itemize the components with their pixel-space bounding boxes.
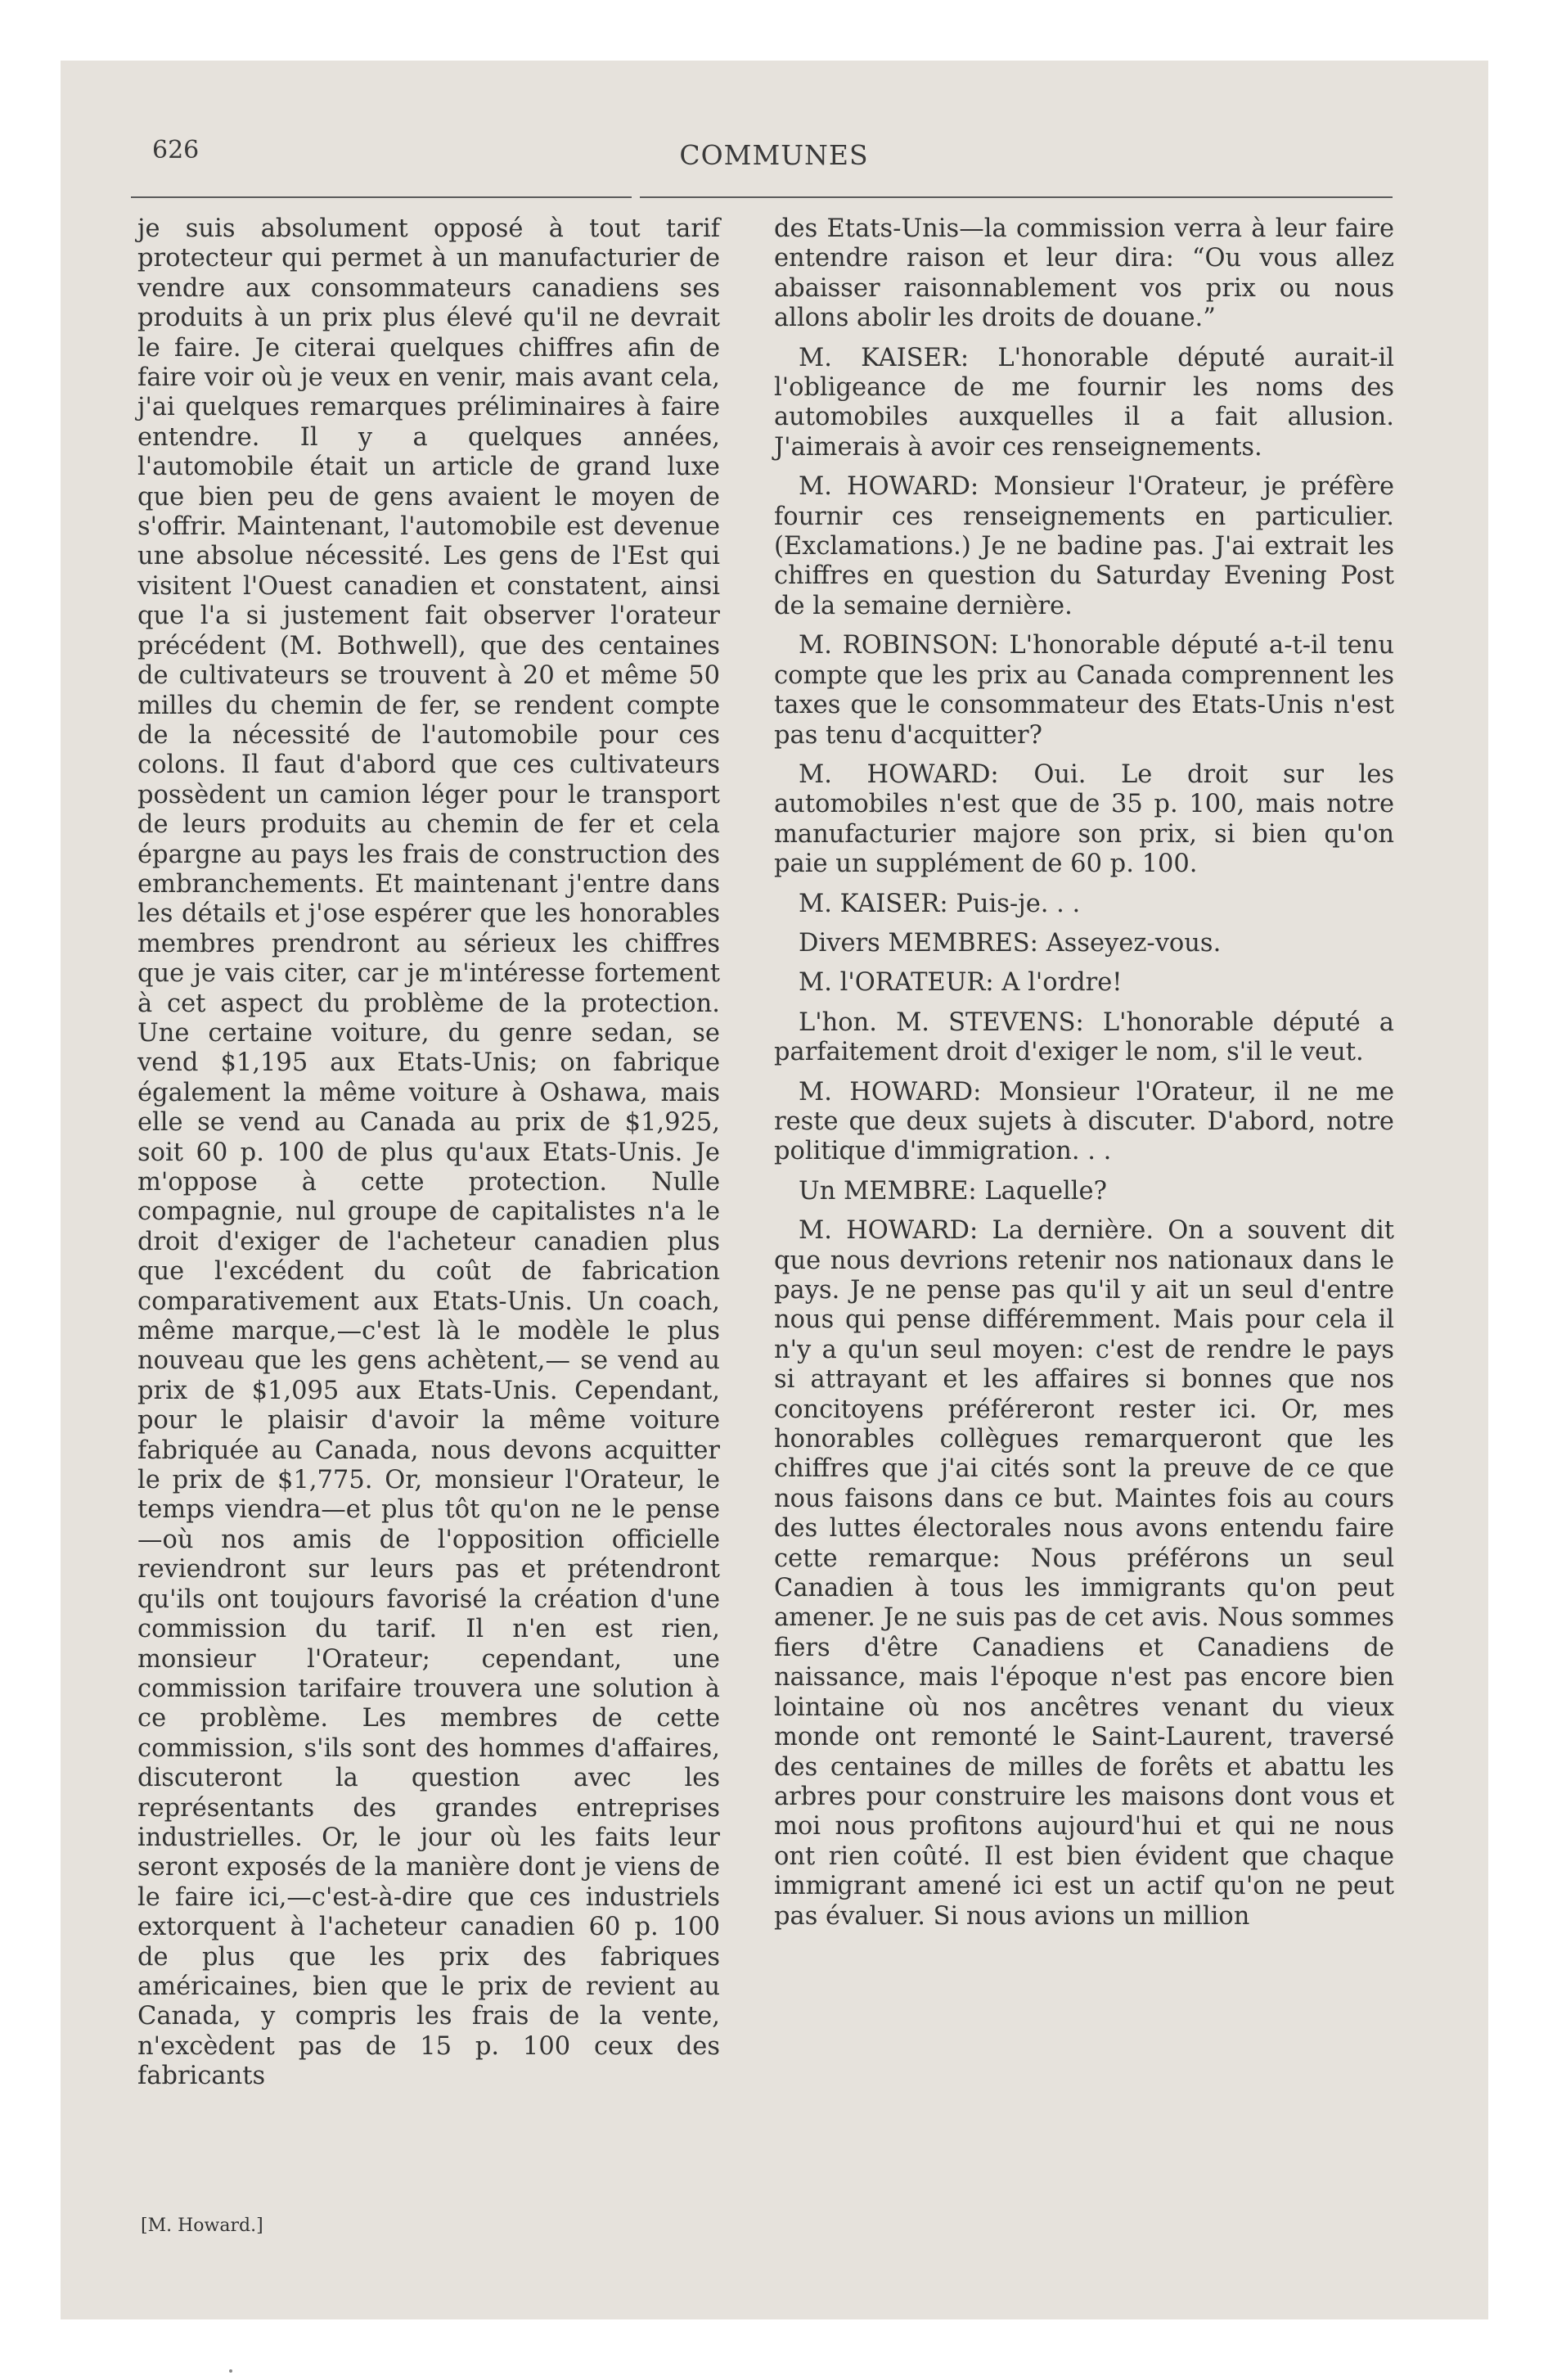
speaker-name: M. HOWARD: bbox=[799, 472, 979, 502]
right-paragraph bbox=[774, 472, 1394, 621]
footer-speaker-note: [M. Howard.] bbox=[141, 2215, 263, 2236]
speaker-name: M. KAISER: bbox=[799, 889, 948, 918]
right-paragraph bbox=[774, 760, 1394, 880]
speaker-name: M. ROBINSON: bbox=[799, 631, 999, 660]
right-paragraph bbox=[774, 929, 1394, 958]
right-paragraph bbox=[774, 1177, 1394, 1206]
paragraph-text: des Etats-Unis—la commission verra à leur faire entendre raison et leur dira: “Ou vous allez abaisser raisonnablement vos prix ou nous allons abolir les droits de douane.” bbox=[774, 214, 1394, 333]
paragraph-text: Monsieur l'Orateur, il ne me reste que deux sujets à discuter. D'abord, notre politique d'immigration. . . bbox=[774, 1077, 1394, 1166]
paragraph-text: Laquelle? bbox=[984, 1176, 1107, 1206]
left-paragraph: je suis absolument opposé à tout tarif protecteur qui permet à un manufacturier de vendre aux consommateurs canadiens ses produits à un prix plus élevé qu'il ne devrait le faire. Je citerai quelques chiffres afin de faire voir où je veux en venir, mais avant cela, j'ai quelques remarques préliminaires à faire entendre. Il y a quelques années, l'automobile était un article de grand luxe que bien peu de gens avaient le moyen de s'offrir. Maintenant, l'automobile est devenue une absolue nécessité. Les gens de l'Est qui visitent l'Ouest canadien et constatent, ainsi que l'a si justement fait observer l'orateur précédent (M. Bothwell), que des centaines de cultivateurs se trouvent à 20 et même 50 milles du chemin de fer, se rendent compte de la nécessité de l'automobile pour ces colons. Il faut d'abord que ces cultivateurs possèdent un camion léger pour le transport de leurs produits au chemin de fer et cela épargne au pays les frais de construction des embranchements. Et maintenant j'entre dans les détails et j'ose espérer que les honorables membres prendront au sérieux les chiffres que je vais citer, car je m'intéresse fortement à cet aspect du problème de la protection. Une certaine voiture, du genre sedan, se vend $1,195 aux Etats-Unis; on fabrique également la même voiture à Oshawa, mais elle se vend au Canada au prix de $1,925, soit 60 p. 100 de plus qu'aux Etats-Unis. Je m'oppose à cette protection. Nulle compagnie, nul groupe de capitalistes n'a le droit d'exiger de l'acheteur canadien plus que l'excédent du coût de fabrication comparativement aux Etats-Unis. Un coach, même marque,—c'est là le modèle le plus nouveau que les gens achètent,— se vend au prix de $1,095 aux Etats-Unis. Cependant, pour le plaisir d'avoir la même voiture fabriquée au Canada, nous devons acquitter le prix de $1,775. Or, monsieur l'Orateur, le temps viendra—et plus tôt qu'on ne le pense—où nos amis de l'opposition officielle reviendront sur leurs pas et prétendront qu'ils ont toujours favorisé la création d'une commission du tarif. Il n'en est rien, monsieur l'Orateur; cependant, une commission tarifaire trouvera une solution à ce problème. Les membres de cette commission, s'ils sont des hommes d'affaires, discuteront la question avec les représentants des grandes entreprises industrielles. Or, le jour où les faits leur seront exposés de la manière dont je viens de le faire ici,—c'est-à-dire que ces industriels extorquent à l'acheteur canadien 60 p. 100 de plus que les prix des fabriques américaines, bien que le prix de revient au Canada, y compris les frais de la vente, n'excèdent pas de 15 p. 100 ceux des fabricants bbox=[137, 214, 720, 2091]
paragraph-text: Puis-je. . . bbox=[956, 889, 1081, 918]
page-speck bbox=[229, 2369, 232, 2373]
paragraph-text: Asseyez-vous. bbox=[1046, 928, 1222, 958]
paragraph-text: L'honorable député aurait-il l'obligeance de me fournir les noms des automobiles auxquelles il a fait allusion. J'aimerais à avoir ces renseignements. bbox=[774, 343, 1394, 462]
right-paragraph bbox=[774, 631, 1394, 751]
speaker-name: M. HOWARD: bbox=[799, 1077, 982, 1107]
paragraph-text: Monsieur l'Orateur, je préfère fournir ces renseignements en particulier. (Exclamations.) Je ne badine pas. J'ai extrait les chiffres en question du Saturday Evening Post de la semaine dernière. bbox=[774, 472, 1394, 620]
speaker-name: Divers MEMBRES: bbox=[799, 928, 1038, 958]
right-paragraph bbox=[774, 214, 1394, 334]
right-paragraph bbox=[774, 344, 1394, 463]
speaker-name: M. HOWARD: bbox=[799, 1216, 979, 1246]
speaker-name: M. KAISER: bbox=[799, 343, 970, 372]
right-paragraph bbox=[774, 1008, 1394, 1068]
paragraph-text: L'honorable député a parfaitement droit d'exiger le nom, s'il le veut. bbox=[774, 1007, 1394, 1067]
paragraph-text: A l'ordre! bbox=[1001, 968, 1123, 998]
paragraph-text: L'honorable député a-t-il tenu compte que les prix au Canada comprennent les taxes que le consommateur des Etats-Unis n'est pas tenu d'acquitter? bbox=[774, 631, 1395, 750]
header-rule-left bbox=[131, 196, 632, 198]
speaker-name: M. HOWARD: bbox=[799, 760, 999, 789]
paragraph-text: La dernière. On a souvent dit que nous devrions retenir nos nationaux dans le pays. Je ne pense pas qu'il y ait un seul d'entre nous qui pense différemment. Mais pour cela il n'y a qu'un seul moyen: c'est de rendre le pays si attrayant et les affaires si bonnes que nos concitoyens préféreront rester ici. Or, mes honorables collègues remarqueront que les chiffres que j'ai cités sont la preuve de ce que nous faisons dans ce but. Maintes fois au cours des luttes électorales nous avons entendu faire cette remarque: Nous préférons un seul Canadien à tous les immigrants qu'on peut amener. Je ne suis pas de cet avis. Nous sommes fiers d'être Canadiens et Canadiens de naissance, mais l'époque n'est pas encore bien lointaine où nos ancêtres venant du vieux monde ont remonté le Saint-Laurent, traversé des centaines de milles de forêts et abattu les arbres pour construire les maisons dont vous et moi nous profitons aujourd'hui et qui ne nous ont rien coûté. Il est bien évident que chaque immigrant amené ici est un actif qu'on ne peut pas évaluer. Si nous avions un million bbox=[774, 1216, 1395, 1931]
speaker-name: M. l'ORATEUR: bbox=[799, 968, 994, 998]
speaker-name: Un MEMBRE: bbox=[799, 1176, 977, 1206]
right-paragraph bbox=[774, 1078, 1394, 1167]
right-column bbox=[774, 214, 1394, 1931]
right-paragraph bbox=[774, 968, 1394, 998]
speaker-name: L'hon. M. STEVENS: bbox=[799, 1007, 1084, 1037]
right-paragraph bbox=[774, 1216, 1394, 1931]
right-paragraph bbox=[774, 890, 1394, 919]
left-column bbox=[137, 214, 720, 2092]
page-number: 626 bbox=[152, 136, 200, 165]
paragraph-text: Oui. Le droit sur les automobiles n'est que de 35 p. 100, mais notre manufacturier majore son prix, si bien qu'on paie un supplément de 60 p. 100. bbox=[774, 760, 1394, 879]
header-rule-right bbox=[640, 196, 1393, 198]
page-title: COMMUNES bbox=[679, 139, 869, 171]
